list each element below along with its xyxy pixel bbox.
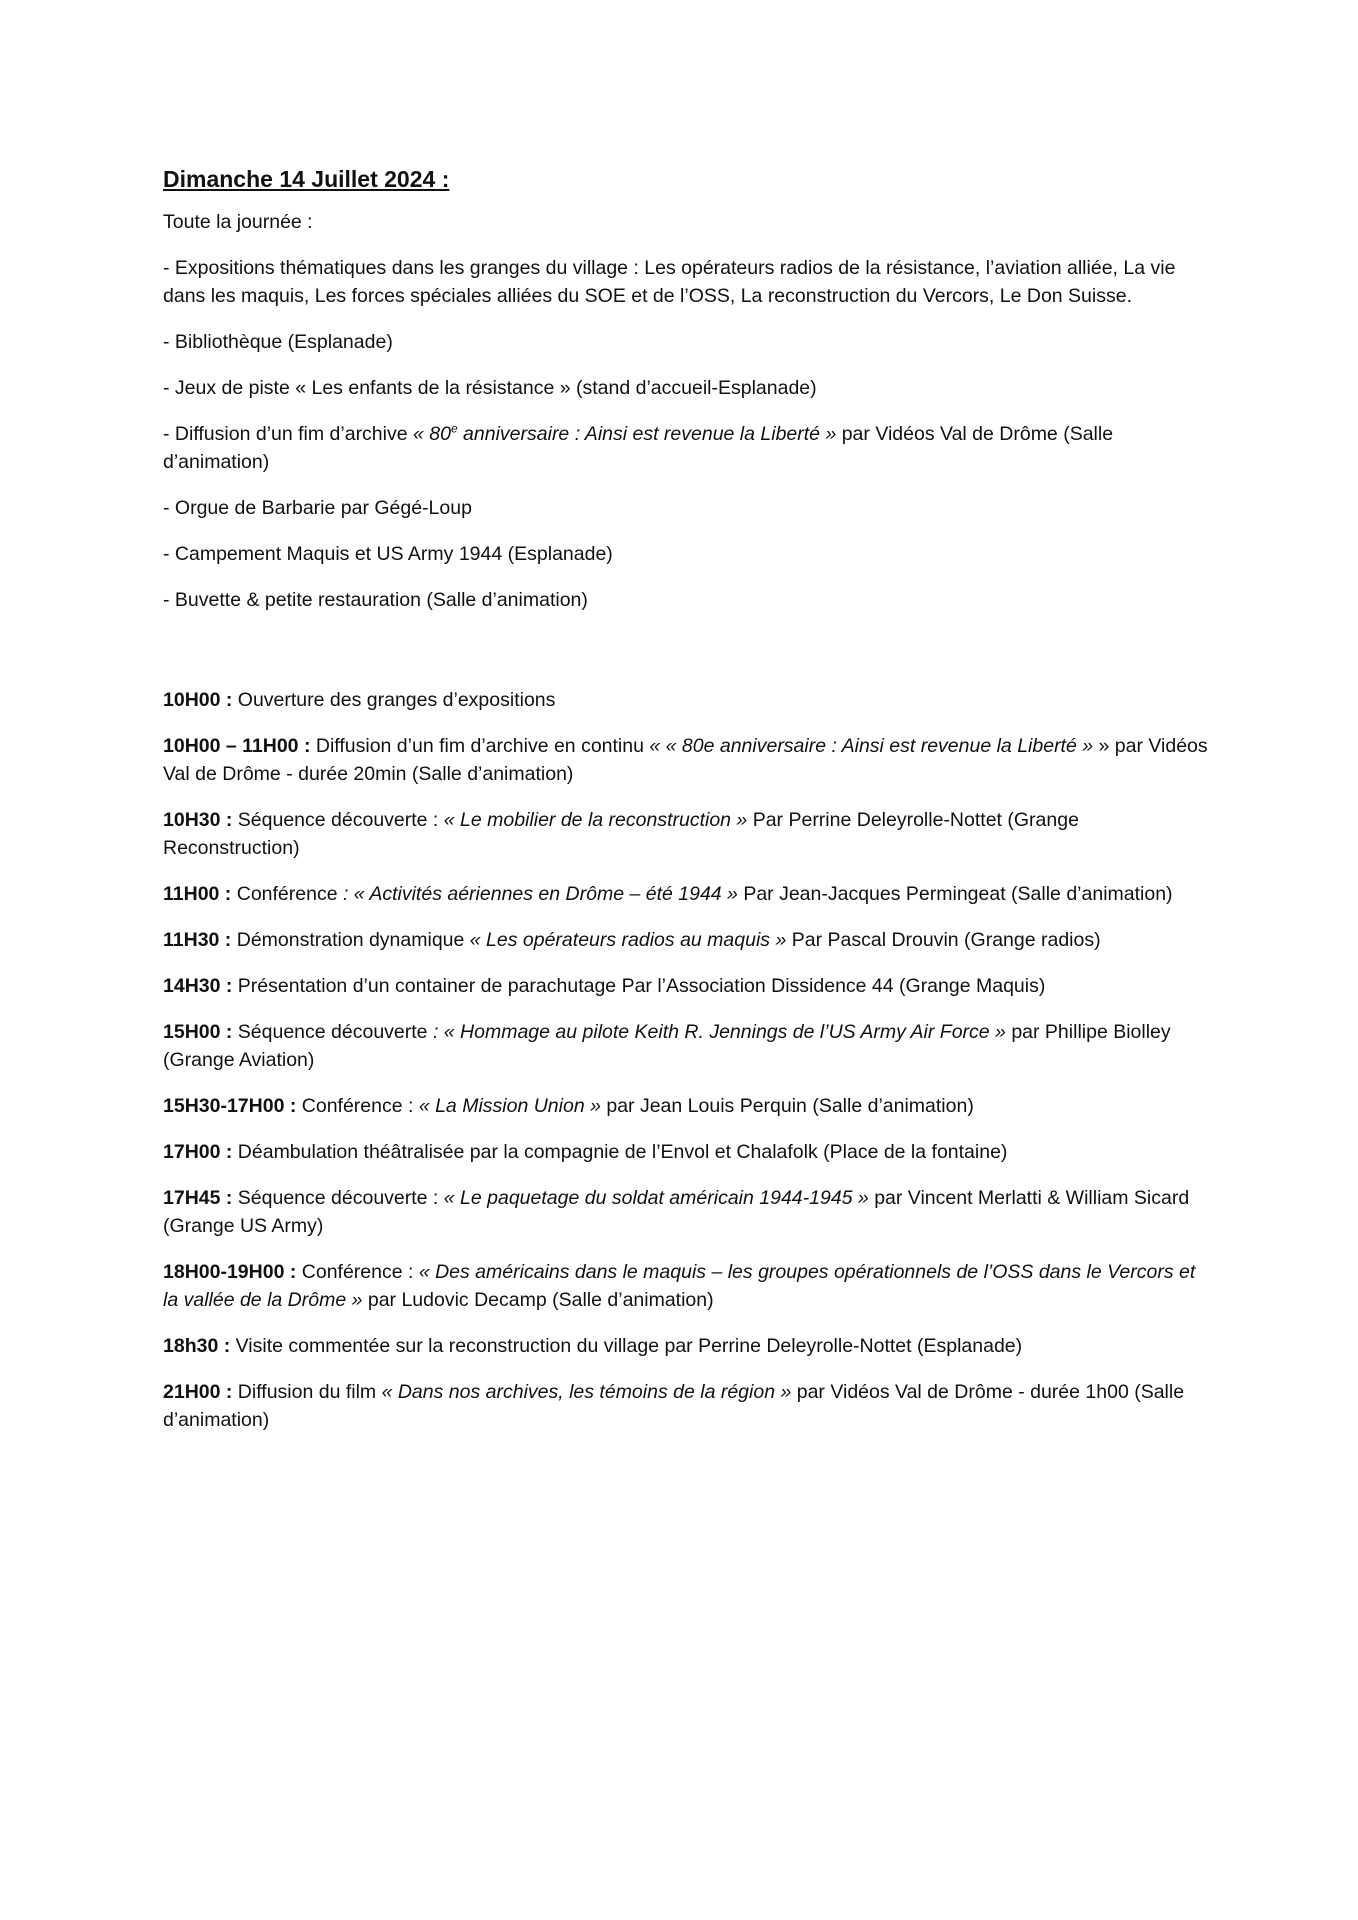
schedule-text: » par Vidéos Val de Drôme - durée 20min (Salle d’animation) <box>163 735 1208 785</box>
schedule-text: Visite commentée sur la reconstruction du village par Perrine Deleyrolle-Nottet (Esplanade) <box>230 1335 1023 1357</box>
schedule-time: 11H30 : <box>163 929 232 951</box>
allday-item-film <box>163 420 1213 476</box>
page-title: Dimanche 14 Juillet 2024 : <box>163 166 450 192</box>
allday-text: - Bibliothèque (Esplanade) <box>163 331 393 353</box>
schedule-time: 15H00 : <box>163 1021 233 1043</box>
schedule-entry <box>163 806 1213 862</box>
schedule-entry <box>163 1018 1213 1074</box>
film-title-part: « 80 <box>413 423 451 445</box>
schedule-text: Par Pascal Drouvin (Grange radios) <box>786 929 1101 951</box>
allday-text: - Expositions thématiques dans les granges du village : Les opérateurs radios de la résistance, l’aviation alliée, La vie dans les maquis, Les forces spéciales alliées du SOE et de l’OSS, La reconstruction du Vercors, Le Don Suisse. <box>163 257 1176 307</box>
schedule-text: Par Jean-Jacques Permingeat (Salle d’animation) <box>737 883 1173 905</box>
allday-item-library <box>163 328 1213 356</box>
schedule-text: Conférence : <box>296 1095 419 1117</box>
schedule-text: Conférence <box>231 883 343 905</box>
document-content <box>163 164 1213 1452</box>
schedule-time: 17H00 : <box>163 1141 233 1163</box>
schedule-text: par Jean Louis Perquin (Salle d’animation) <box>600 1095 974 1117</box>
allday-text: par Vidéos Val de Drôme (Salle d’animation) <box>163 423 1114 473</box>
schedule-title: : « Activités aériennes en Drôme – été 1944 » <box>342 883 738 905</box>
schedule-title: « Dans nos archives, les témoins de la région » <box>381 1381 792 1403</box>
allday-text: - Diffusion d’un fim d’archive <box>163 423 413 445</box>
schedule-entry <box>163 880 1213 908</box>
allday-text: - Campement Maquis et US Army 1944 (Esplanade) <box>163 543 613 565</box>
allday-item-refreshments <box>163 586 1213 614</box>
schedule-title: : « Hommage au pilote Keith R. Jennings de l’US Army Air Force » <box>432 1021 1006 1043</box>
schedule-text: Séquence découverte : <box>232 809 444 831</box>
schedule-entry <box>163 686 1213 714</box>
allday-item-exhibitions <box>163 254 1213 310</box>
schedule-time: 21H00 : <box>163 1381 233 1403</box>
schedule-title: « « 80e anniversaire : Ainsi est revenue la Liberté » <box>649 735 1094 757</box>
schedule-entry <box>163 926 1213 954</box>
schedule-time: 10H30 : <box>163 809 233 831</box>
schedule-text: par Ludovic Decamp (Salle d’animation) <box>362 1289 714 1311</box>
allday-item-treasure-hunt <box>163 374 1213 402</box>
schedule-entry <box>163 1184 1213 1240</box>
schedule-entry <box>163 1138 1213 1166</box>
schedule-title: « Le paquetage du soldat américain 1944-1945 » <box>443 1187 869 1209</box>
schedule-text: par Vidéos Val de Drôme - durée 1h00 (Salle d’animation) <box>163 1381 1185 1431</box>
schedule-entry <box>163 972 1213 1000</box>
schedule-time: 15H30-17H00 : <box>163 1095 297 1117</box>
section-spacer <box>163 632 1213 686</box>
all-day-heading: Toute la journée : <box>163 211 313 233</box>
allday-text: - Orgue de Barbarie par Gégé-Loup <box>163 497 472 519</box>
schedule-text: Par Perrine Deleyrolle-Nottet (Grange Reconstruction) <box>163 809 1079 859</box>
schedule-time: 18H00-19H00 : <box>163 1261 297 1283</box>
schedule-text: Diffusion d’un fim d’archive en continu <box>310 735 650 757</box>
schedule-text: Déambulation théâtralisée par la compagnie de l’Envol et Chalafolk (Place de la fontaine) <box>232 1141 1008 1163</box>
film-title-part: anniversaire : Ainsi est revenue la Liberté » <box>457 423 837 445</box>
schedule-text: par Phillipe Biolley (Grange Aviation) <box>163 1021 1171 1071</box>
schedule-time: 11H00 : <box>163 883 232 905</box>
schedule-title: « Les opérateurs radios au maquis » <box>469 929 787 951</box>
schedule-title: « Le mobilier de la reconstruction » <box>443 809 748 831</box>
film-title <box>413 423 836 445</box>
schedule-entry <box>163 1092 1213 1120</box>
schedule-time: 18h30 : <box>163 1335 231 1357</box>
schedule-text: Ouverture des granges d’expositions <box>232 689 556 711</box>
allday-item-barrel-organ <box>163 494 1213 522</box>
allday-text: - Jeux de piste « Les enfants de la résistance » (stand d’accueil-Esplanade) <box>163 377 817 399</box>
schedule-text: Séquence découverte <box>232 1021 433 1043</box>
schedule-entry <box>163 732 1213 788</box>
schedule-text: Diffusion du film <box>232 1381 382 1403</box>
schedule-entry <box>163 1378 1213 1434</box>
schedule-title: « Des américains dans le maquis – les groupes opérationnels de l’OSS dans le Vercors et la vallée de la Drôme » <box>163 1261 1196 1311</box>
schedule-time: 17H45 : <box>163 1187 233 1209</box>
schedule-entry <box>163 1332 1213 1360</box>
schedule-text: Conférence : <box>296 1261 419 1283</box>
schedule-title: « La Mission Union » <box>418 1095 601 1117</box>
allday-item-camp <box>163 540 1213 568</box>
schedule-text: Démonstration dynamique <box>231 929 470 951</box>
schedule-text: par Vincent Merlatti & William Sicard (Grange US Army) <box>163 1187 1190 1237</box>
schedule-time: 10H00 : <box>163 689 233 711</box>
schedule-entry <box>163 1258 1213 1314</box>
schedule-text: Séquence découverte : <box>232 1187 444 1209</box>
schedule-time: 10H00 – 11H00 : <box>163 735 311 757</box>
ordinal-superscript: e <box>450 421 458 436</box>
allday-text: - Buvette & petite restauration (Salle d’animation) <box>163 589 588 611</box>
schedule-text: Présentation d’un container de parachutage Par l’Association Dissidence 44 (Grange Maquis) <box>232 975 1046 997</box>
schedule-time: 14H30 : <box>163 975 233 997</box>
